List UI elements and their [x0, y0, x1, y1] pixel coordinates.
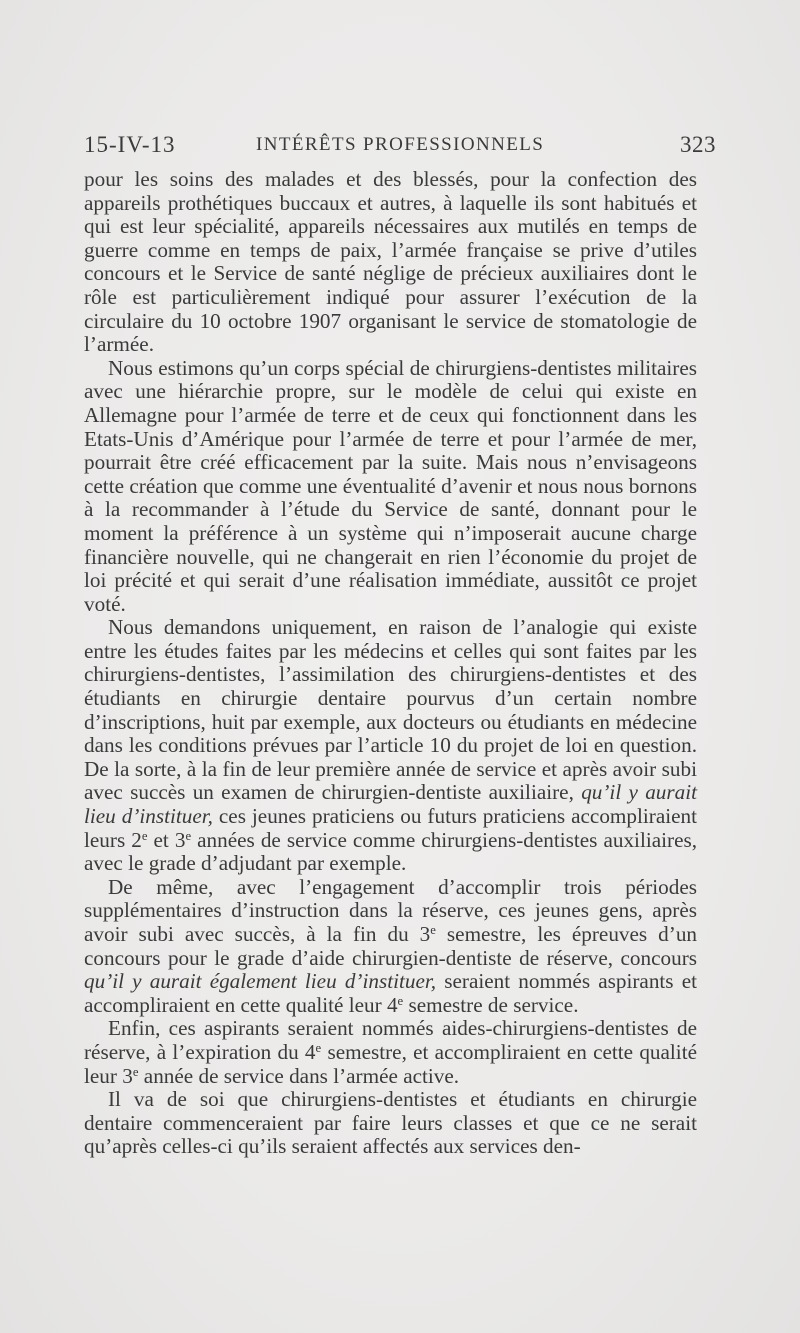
- paragraph-5-text-a: Enfin, ces aspirants seraient nommés aides-chirurgiens-dentistes de réserve, à l’expiration du 4: [84, 1016, 697, 1064]
- paragraph-4-text-a: De même, avec l’engagement d’accomplir trois périodes supplémentaires d’instruction dans la réserve, ces jeunes gens, après avoir subi avec succès, à la fin du 3: [84, 874, 697, 946]
- paragraph-3: [84, 616, 697, 876]
- paragraph-1: pour les soins des malades et des blessés, pour la confection des appareils prothétiques buccaux et autres, à laquelle ils sont habitués et qui est leur spécialité, appareils nécessaires aux mutilés en temps de guerre comme en temps de paix, l’armée française se prive d’utiles concours et le Service de santé néglige de précieux auxiliaires dont le rôle est particulièrement indiqué pour assurer l’exécution de la circulaire du 10 octobre 1907 organisant le service de stomatologie de l’armée.: [84, 167, 697, 357]
- paragraph-4-text-b: semestre, les épreuves d’un concours pour le grade d’aide chirurgien-dentiste de réserve, concours: [84, 922, 698, 970]
- page-number: 323: [680, 132, 716, 157]
- header-date: 15-IV-13: [84, 132, 176, 157]
- paragraph-3-text-a: Nous demandons uniquement, en raison de l’analogie qui existe entre les études faites par les médecins et celles qui sont faites par les chirurgiens-dentistes, l’assimilation des chirurgiens-dentistes et des étudiants en chirurgie dentaire pourvus d’un certain nombre d’inscriptions, huit par exemple, aux docteurs ou étudiants en médecine dans les conditions prévues par l’article 10 du projet de loi en question. De la sorte, à la fin de leur première année de service et après avoir subi avec succès un examen de chirurgien-dentiste auxiliaire,: [84, 615, 697, 805]
- body-text: [84, 168, 697, 1159]
- paragraph-4: [84, 876, 697, 1018]
- superscript: e: [430, 923, 436, 938]
- header-title: INTÉRÊTS PROFESSIONNELS: [256, 134, 545, 155]
- superscript: e: [315, 1040, 322, 1055]
- superscript: e: [141, 828, 148, 843]
- paragraph-4-text-d: semestre de service.: [408, 992, 579, 1017]
- paragraph-5-text-b: semestre, et accompliraient en cette qualité leur 3: [84, 1039, 697, 1088]
- superscript: e: [185, 828, 192, 843]
- paragraph-3-text-d: années de service comme chirurgiens-dentistes auxiliaires, avec le grade d’adjudant par exemple.: [84, 827, 698, 876]
- superscript: e: [397, 993, 404, 1008]
- paragraph-4-text-c: seraient nommés aspirants et accompliraient en cette qualité leur 4: [84, 969, 697, 1017]
- paragraph-5-text-c: année de service dans l’armée active.: [143, 1063, 460, 1088]
- paragraph-5: [84, 1017, 697, 1088]
- paragraph-3-text-b: ces jeunes praticiens ou futurs praticiens accompliraient leurs 2: [84, 804, 698, 852]
- paragraph-3-italic: qu’il y aurait lieu d’instituer,: [84, 780, 697, 829]
- paragraph-2: Nous estimons qu’un corps spécial de chirurgiens-dentistes militaires avec une hiérarchie propre, sur le modèle de celui qui existe en Allemagne pour l’armée de terre et de ceux qui fonctionnent dans les Etats-Unis d’Amérique pour l’armée de terre et pour l’armée de mer, pourrait être créé efficacement par la suite. Mais nous n’envisageons cette création que comme une éventualité d’avenir et nous nous bornons à la recommander à l’étude du Service de santé, donnant pour le moment la préférence à un système qui n’imposerait aucune charge financière nouvelle, qui ne changerait en rien l’économie du projet de loi précité et qui serait d’une réalisation immédiate, aussitôt ce projet voté.: [84, 355, 697, 616]
- paragraph-4-italic: qu’il y aurait également lieu d’instituer,: [84, 969, 437, 994]
- paragraph-3-text-c: et 3: [153, 827, 186, 852]
- running-header: [84, 132, 716, 162]
- superscript: e: [132, 1064, 139, 1079]
- paragraph-6: Il va de soi que chirurgiens-dentistes et étudiants en chirurgie dentaire commenceraient par faire leurs classes et que ce ne serait qu’après celles-ci qu’ils seraient affectés aux services den-: [84, 1087, 697, 1159]
